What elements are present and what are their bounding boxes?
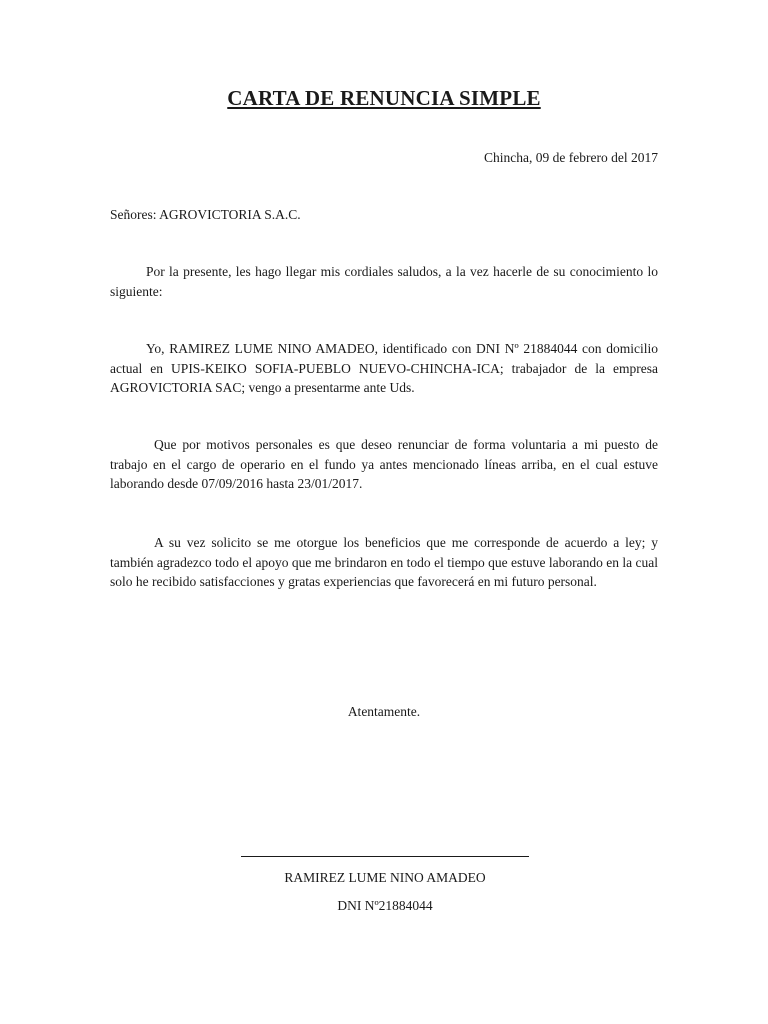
letter-title: CARTA DE RENUNCIA SIMPLE <box>227 86 541 110</box>
letter-closing: Atentamente. <box>347 704 421 719</box>
letter-date: Chincha, 09 de febrero del 2017 <box>484 150 658 165</box>
signature-dni: DNI Nº21884044 <box>337 898 433 913</box>
signature-line <box>241 856 529 857</box>
paragraph-greeting: Por la presente, les hago llegar mis cordiales saludos, a la vez hacerle de su conocimiento lo siguiente: <box>110 264 658 299</box>
paragraph-benefits: A su vez solicito se me otorgue los beneficios que me corresponde de acuerdo a ley; y también agradezco todo el apoyo que me brindaron en todo el tiempo que estuve laborando en la cual solo he recibido satisfacciones y gratas experiencias que favorecerá en mi futuro personal. <box>110 535 658 589</box>
signature-name: RAMIREZ LUME NINO AMADEO <box>284 870 486 885</box>
letter-addressee: Señores: AGROVICTORIA S.A.C. <box>110 207 301 222</box>
paragraph-identification: Yo, RAMIREZ LUME NINO AMADEO, identificado con DNI Nº 21884044 con domicilio actual en UPIS-KEIKO SOFIA-PUEBLO NUEVO-CHINCHA-ICA; trabajador de la empresa AGROVICTORIA SAC; vengo a presentarme ante Uds. <box>110 341 658 395</box>
paragraph-resignation: Que por motivos personales es que deseo renunciar de forma voluntaria a mi puesto de trabajo en el cargo de operario en el fundo ya antes mencionado líneas arriba, en el cual estuve laborando desde 07/09/2016 hasta 23/01/2017. <box>110 437 658 491</box>
